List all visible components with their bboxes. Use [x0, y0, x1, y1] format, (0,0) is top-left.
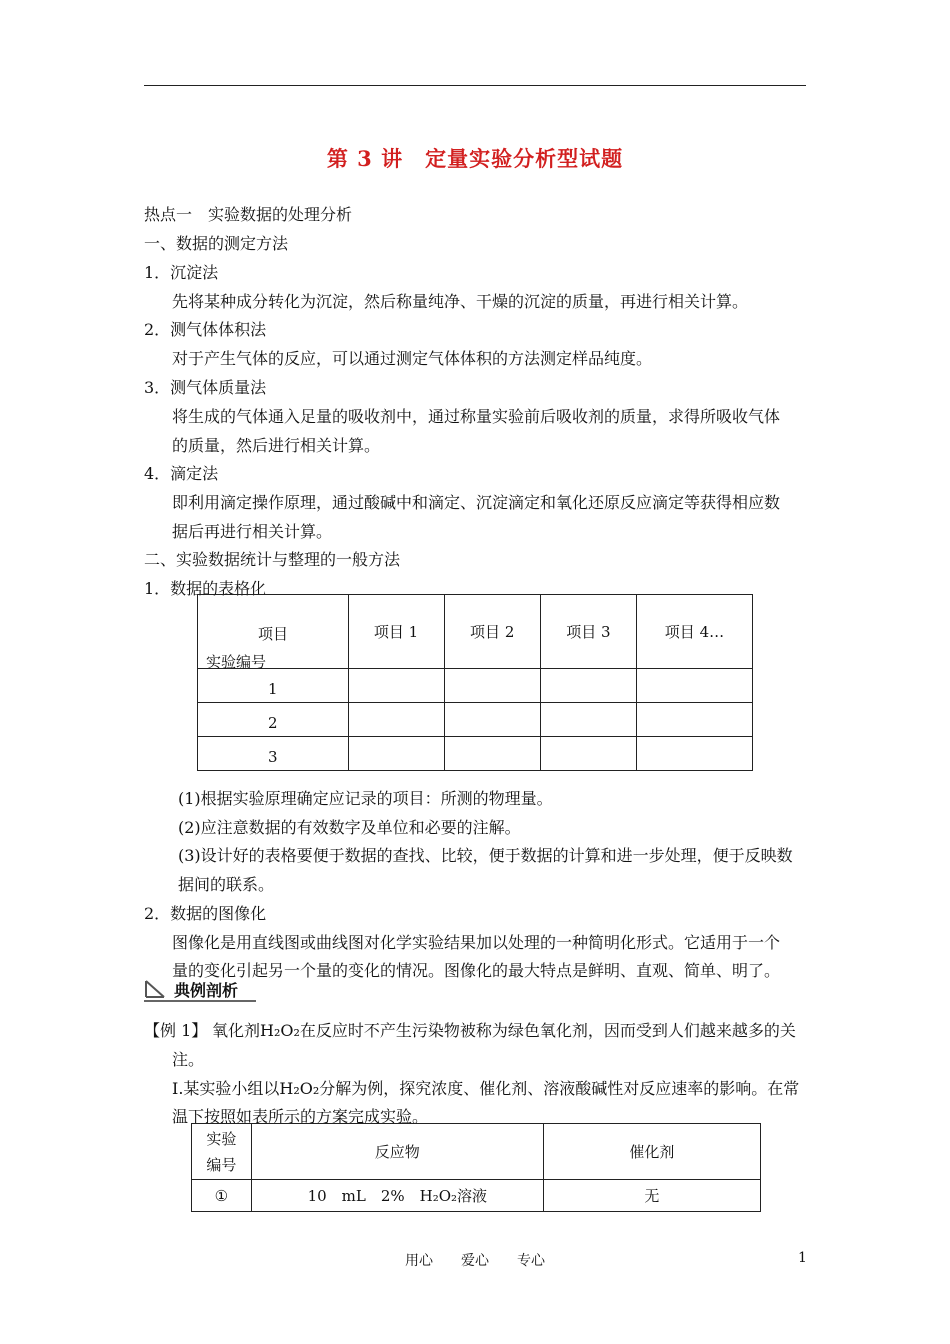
table-cell [348, 669, 444, 703]
graph-text-1: 图像化是用直线图或曲线图对化学实验结果加以处理的一种简明化形式。它适用于一个 [172, 933, 781, 952]
table2-cell: ① [192, 1180, 252, 1212]
method-text-4a: 即利用滴定操作原理，通过酸碱中和滴定、沉淀滴定和氧化还原反应滴定等获得相应数 [172, 493, 781, 512]
note-2: (2)应注意数据的有效数字及单位和必要的注解。 [178, 818, 521, 837]
table-row-label: 1 [198, 669, 349, 703]
method-text-4b: 据后再进行相关计算。 [172, 522, 333, 541]
table-subheading: 1．数据的表格化 [144, 579, 267, 598]
table-cell [444, 737, 540, 771]
example-line-3: Ⅰ.某实验小组以H₂O₂分解为例，探究浓度、催化剂、溶液酸碱性对反应速率的影响。在常 [172, 1079, 800, 1098]
table-row-label: 2 [198, 703, 349, 737]
example-line-4: 温下按照如表所示的方案完成实验。 [172, 1107, 429, 1126]
graph-subheading: 2．数据的图像化 [144, 904, 267, 923]
table-header-cell: 项目 4… [636, 595, 752, 669]
table-cell [444, 703, 540, 737]
table-header-cell: 项目 1 [348, 595, 444, 669]
diagonal-icon [144, 979, 166, 999]
section-tag-underline [144, 1000, 256, 1002]
table-corner-cell [198, 595, 349, 669]
table2-header-cell: 反应物 [251, 1124, 543, 1180]
header-number-a: 实验 [206, 1129, 237, 1148]
table-cell [540, 703, 636, 737]
example-section-tag [144, 976, 256, 1002]
table2-cell: 无 [543, 1180, 760, 1212]
note-3a: (3)设计好的表格要便于数据的查找、比较，便于数据的计算和进一步处理，便于反映数 [178, 846, 793, 865]
section-tag-label: 典例剖析 [174, 981, 239, 1000]
corner-label-top: 项目 [258, 625, 289, 643]
note-3b: 据间的联系。 [178, 875, 275, 894]
table-cell [540, 737, 636, 771]
table-cell [636, 703, 752, 737]
example-line-2: 注。 [172, 1050, 205, 1069]
hotspot-heading: 热点一 实验数据的处理分析 [144, 205, 353, 224]
experiment-table [191, 1123, 761, 1212]
data-table-template [197, 594, 753, 771]
method-text-2: 对于产生气体的反应，可以通过测定气体体积的方法测定样品纯度。 [172, 349, 653, 368]
corner-label-bottom: 实验编号 [206, 653, 267, 671]
method-text-1: 先将某种成分转化为沉淀，然后称量纯净、干燥的沉淀的质量，再进行相关计算。 [172, 292, 749, 311]
method-label-4: 4．滴定法 [144, 464, 219, 483]
section1-heading: 一、数据的测定方法 [144, 234, 289, 253]
table-cell [348, 703, 444, 737]
method-label-2: 2．测气体体积法 [144, 320, 267, 339]
graph-text-2: 量的变化引起另一个量的变化的情况。图像化的最大特点是鲜明、直观、简单、明了。 [172, 961, 781, 980]
table-header-cell: 项目 2 [444, 595, 540, 669]
header-rule [144, 85, 806, 86]
footer-slogan: 用心 爱心 专心 [405, 1253, 545, 1269]
method-text-3a: 将生成的气体通入足量的吸收剂中，通过称量实验前后吸收剂的质量，求得所吸收气体 [172, 407, 781, 426]
table-cell [636, 669, 752, 703]
table2-cell: 10 mL 2% H₂O₂溶液 [251, 1180, 543, 1212]
page-number: 1 [798, 1250, 807, 1266]
note-1: (1)根据实验原理确定应记录的项目：所测的物理量。 [178, 789, 553, 808]
table2-header-cell: 催化剂 [543, 1124, 760, 1180]
example-label: 【例 1】 [144, 1021, 208, 1040]
section2-heading: 二、实验数据统计与整理的一般方法 [144, 550, 401, 569]
header-number-b: 编号 [206, 1155, 237, 1174]
table-cell [636, 737, 752, 771]
table-row-label: 3 [198, 737, 349, 771]
example-line-1: 氧化剂H₂O₂在反应时不产生污染物被称为绿色氧化剂，因而受到人们越来越多的关 [212, 1021, 796, 1040]
method-label-3: 3．测气体质量法 [144, 378, 267, 397]
method-label-1: 1．沉淀法 [144, 263, 219, 282]
table-cell [348, 737, 444, 771]
table-cell [444, 669, 540, 703]
table-cell [540, 669, 636, 703]
page-title: 第 3 讲 定量实验分析型试题 [326, 146, 624, 171]
method-text-3b: 的质量，然后进行相关计算。 [172, 436, 381, 455]
table2-header-cell [192, 1124, 252, 1180]
table-header-cell: 项目 3 [540, 595, 636, 669]
